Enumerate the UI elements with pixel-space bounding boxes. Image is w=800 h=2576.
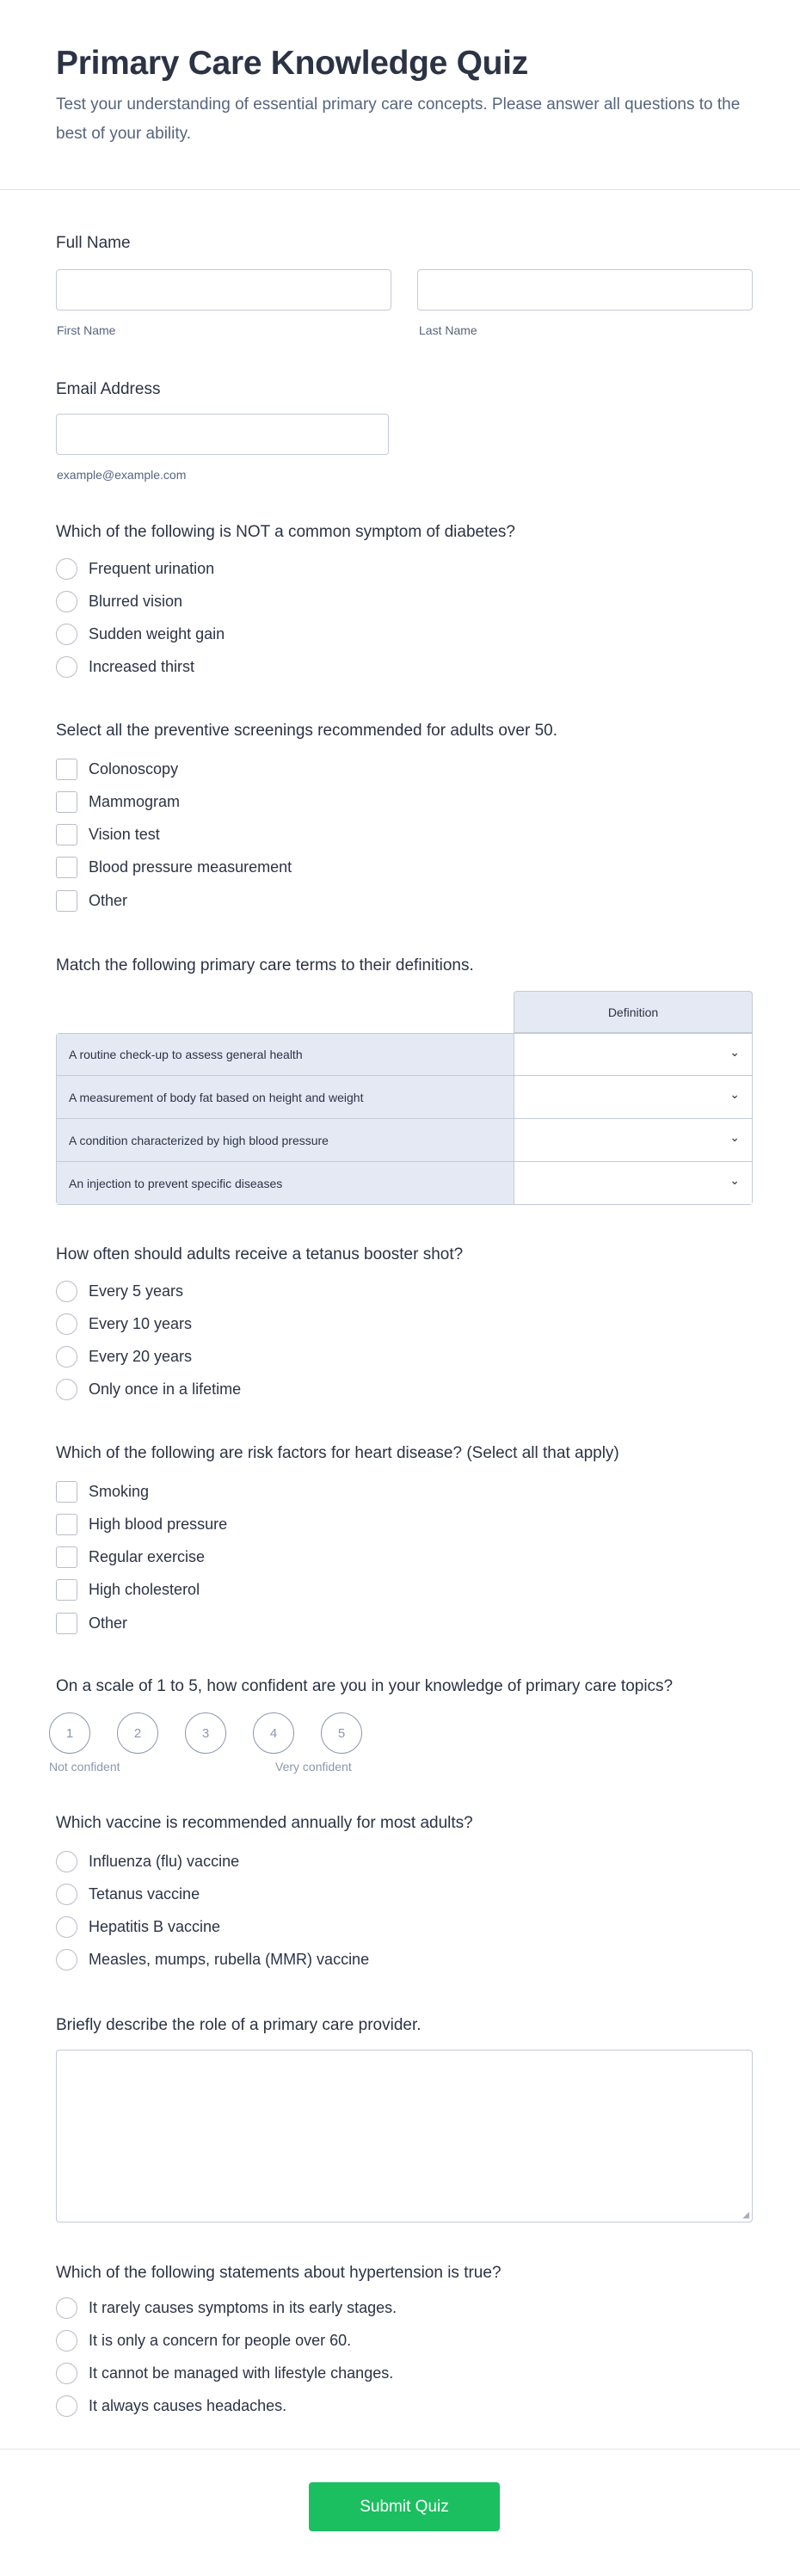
resize-grip-icon[interactable]: ◢ [742,2210,749,2220]
option-label: Vision test [89,826,160,844]
radio-button[interactable] [56,1313,77,1335]
checkbox-option[interactable] [56,758,178,780]
radio-option[interactable] [56,1850,239,1872]
question-label: Which vaccine is recommended annually for most adults? [56,1814,473,1832]
radio-button[interactable] [56,591,77,612]
radio-option[interactable] [56,2395,286,2418]
option-label: Every 20 years [89,1348,193,1366]
question-label: Match the following primary care terms to their definitions. [56,956,474,974]
first-name-input[interactable] [56,269,391,310]
radio-option[interactable] [56,1346,192,1368]
checkbox[interactable] [56,857,77,878]
chevron-down-icon: ⌄ [729,1045,740,1059]
radio-button[interactable] [56,2395,77,2417]
checkbox[interactable] [56,824,77,845]
scale-option-3[interactable]: 3 [185,1712,226,1754]
option-label: High blood pressure [89,1515,228,1533]
question-label: On a scale of 1 to 5, how confident are you in your knowledge of primary care topics? [56,1677,674,1695]
radio-button[interactable] [56,1884,77,1905]
radio-option[interactable] [56,1916,220,1939]
option-label: Every 10 years [89,1314,193,1332]
question-label: Which of the following is NOT a common symptom of diabetes? [56,523,515,541]
matrix-column-header: Definition [514,991,753,1033]
option-label: Influenza (flu) vaccine [89,1852,240,1870]
radio-button[interactable] [56,2363,77,2384]
checkbox[interactable] [56,1579,77,1601]
option-label: Hepatitis B vaccine [89,1918,221,1936]
option-label: Blurred vision [89,592,183,610]
question-label: Which of the following are risk factors for heart disease? (Select all that apply) [56,1444,619,1462]
checkbox-option[interactable] [56,889,127,912]
option-label: Other [89,891,128,909]
footer-divider [0,2449,800,2450]
checkbox-option[interactable] [56,1546,205,1569]
checkbox-option[interactable] [56,824,160,846]
provider-role-textarea[interactable] [56,2050,753,2222]
option-label: It always causes headaches. [89,2397,287,2415]
radio-option[interactable] [56,656,194,679]
full-name-label: Full Name [56,234,131,252]
option-label: Smoking [89,1482,150,1500]
email-label: Email Address [56,380,161,398]
radio-option[interactable] [56,2363,393,2385]
checkbox[interactable] [56,1514,77,1535]
question-label: Select all the preventive screenings recommended for adults over 50. [56,722,557,740]
radio-option[interactable] [56,590,182,612]
radio-button[interactable] [56,1346,77,1368]
matrix-row [56,1119,753,1162]
radio-button[interactable] [56,1916,77,1938]
definition-dropdown[interactable] [514,1162,752,1204]
last-name-sublabel: Last Name [419,323,477,337]
email-input[interactable] [56,414,389,455]
checkbox[interactable] [56,759,77,780]
scale-max-label: Very confident [275,1760,352,1774]
scale-option-2[interactable]: 2 [117,1712,158,1754]
radio-button[interactable] [56,1851,77,1872]
email-sublabel: example@example.com [57,468,187,482]
question-label: How often should adults receive a tetanus booster shot? [56,1245,464,1263]
matrix-row-term: A measurement of body fat based on height and weight [57,1076,514,1118]
checkbox-option[interactable] [56,857,292,879]
option-label: It is only a concern for people over 60. [89,2331,352,2349]
scale-option-5[interactable]: 5 [321,1712,362,1754]
scale-min-label: Not confident [49,1760,120,1774]
submit-quiz-button[interactable]: Submit Quiz [309,2482,500,2531]
scale-option-4[interactable]: 4 [253,1712,294,1754]
option-label: Only once in a lifetime [89,1380,242,1399]
radio-button[interactable] [56,1949,77,1970]
option-label: Frequent urination [89,559,215,577]
option-label: Colonoscopy [89,759,179,778]
radio-option[interactable] [56,557,214,580]
checkbox-option[interactable] [56,1612,127,1634]
matrix-row-term: An injection to prevent specific diseases [57,1162,514,1204]
definition-dropdown[interactable] [514,1034,752,1075]
radio-option[interactable] [56,1313,192,1335]
header-divider [0,189,800,190]
question-label: Briefly describe the role of a primary care provider. [56,2016,422,2034]
matrix-row [56,1162,753,1205]
definition-dropdown[interactable] [514,1119,752,1161]
last-name-input[interactable] [417,269,753,310]
chevron-down-icon: ⌄ [729,1087,740,1101]
option-label: Mammogram [89,792,181,810]
option-label: It rarely causes symptoms in its early stages. [89,2298,397,2316]
definition-dropdown[interactable] [514,1076,752,1118]
chevron-down-icon: ⌄ [729,1173,740,1187]
first-name-sublabel: First Name [57,323,116,337]
option-label: Increased thirst [89,658,195,676]
checkbox-option[interactable] [56,1480,149,1503]
checkbox[interactable] [56,1613,77,1634]
option-label: Regular exercise [89,1548,206,1566]
checkbox-option[interactable] [56,1513,227,1535]
checkbox[interactable] [56,791,77,813]
radio-button[interactable] [56,558,77,580]
radio-option[interactable] [56,1883,200,1905]
radio-option[interactable] [56,2296,397,2319]
checkbox[interactable] [56,890,77,912]
question-label: Which of the following statements about hypertension is true? [56,2264,502,2282]
radio-button[interactable] [56,2297,77,2319]
checkbox-option[interactable] [56,1579,200,1602]
matrix-row [56,1076,753,1119]
option-label: Blood pressure measurement [89,858,292,876]
option-label: Other [89,1614,128,1632]
checkbox-option[interactable] [56,790,180,813]
option-label: Sudden weight gain [89,625,225,643]
radio-option[interactable] [56,1379,241,1401]
radio-option[interactable] [56,2329,351,2352]
scale-option-1[interactable]: 1 [49,1712,90,1754]
matrix-row-term: A routine check-up to assess general health [57,1034,514,1075]
checkbox[interactable] [56,1546,77,1568]
radio-button[interactable] [56,656,77,678]
radio-button[interactable] [56,2330,77,2352]
matrix-row [56,1033,753,1076]
page-title: Primary Care Knowledge Quiz [56,45,528,82]
matrix-row-term: A condition characterized by high blood pressure [57,1119,514,1161]
option-label: Tetanus vaccine [89,1884,200,1903]
option-label: Measles, mumps, rubella (MMR) vaccine [89,1951,370,1969]
option-label: Every 5 years [89,1282,184,1300]
chevron-down-icon: ⌄ [729,1130,740,1144]
radio-option[interactable] [56,1280,183,1302]
radio-button[interactable] [56,1281,77,1302]
radio-button[interactable] [56,624,77,645]
checkbox[interactable] [56,1481,77,1503]
option-label: It cannot be managed with lifestyle changes. [89,2364,394,2382]
radio-option[interactable] [56,624,225,646]
option-label: High cholesterol [89,1581,200,1599]
page-subtitle: Test your understanding of essential primary care concepts. Please answer all questions to the best of your ability. [56,95,741,143]
radio-button[interactable] [56,1379,77,1400]
radio-option[interactable] [56,1949,369,1971]
